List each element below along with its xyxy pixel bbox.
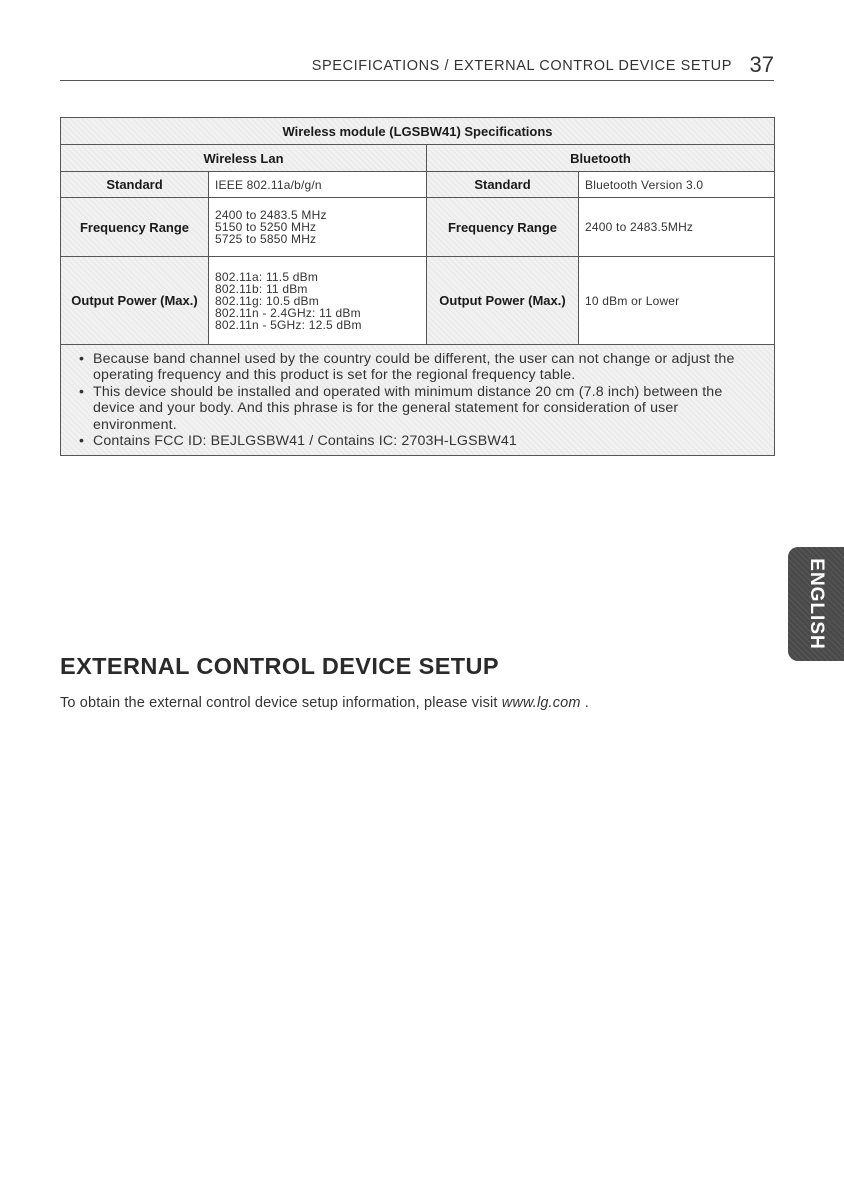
wlan-output-values <box>209 257 427 345</box>
wireless-lan-heading: Wireless Lan <box>61 145 427 172</box>
website-link[interactable]: www.lg.com <box>501 695 581 711</box>
wlan-output-value: 802.11b: 11 dBm <box>215 281 308 296</box>
wlan-standard-label: Standard <box>61 172 209 198</box>
notes-list <box>79 351 764 449</box>
wlan-frequency-label: Frequency Range <box>61 198 209 257</box>
bt-frequency-value: 2400 to 2483.5MHz <box>579 198 775 257</box>
table-title: Wireless module (LGSBW41) Specifications <box>61 118 775 145</box>
wlan-output-value: 802.11n - 2.4GHz: 11 dBm <box>215 305 361 320</box>
specifications-table <box>60 117 775 456</box>
bt-output-value: 10 dBm or Lower <box>579 257 775 345</box>
wlan-frequency-value: 2400 to 2483.5 MHz <box>215 208 327 222</box>
page-header <box>60 54 774 81</box>
bt-standard-label: Standard <box>427 172 579 198</box>
body-prefix: To obtain the external control device setup information, please visit <box>60 695 502 711</box>
bluetooth-heading: Bluetooth <box>427 145 775 172</box>
page-number: 37 <box>749 52 774 77</box>
language-tab <box>788 547 844 661</box>
section-body <box>60 695 589 711</box>
wlan-frequency-values <box>209 198 427 257</box>
header-title: SPECIFICATIONS / EXTERNAL CONTROL DEVICE SETUP <box>311 58 732 74</box>
wlan-output-value: 802.11a: 11.5 dBm <box>215 269 319 284</box>
wlan-frequency-value: 5725 to 5850 MHz <box>215 232 317 246</box>
note-item: • Because band channel used by the country could be different, the user can not change or adjust the operating frequency and this product is set for the regional frequency table. <box>79 351 764 384</box>
section-heading: EXTERNAL CONTROL DEVICE SETUP <box>60 653 500 679</box>
wlan-frequency-value: 5150 to 5250 MHz <box>215 220 317 234</box>
bt-frequency-label: Frequency Range <box>427 198 579 257</box>
note-item: • This device should be installed and operated with minimum distance 20 cm (7.8 inch) between the device and your body. And this phrase is for the general statement for consideration of user environment. <box>79 384 764 433</box>
wlan-output-value: 802.11g: 10.5 dBm <box>215 293 319 308</box>
wlan-output-label: Output Power (Max.) <box>61 257 209 345</box>
language-tab-label: ENGLISH <box>806 558 827 650</box>
notes-cell <box>61 345 775 456</box>
bt-standard-value: Bluetooth Version 3.0 <box>579 172 775 198</box>
body-suffix: . <box>580 695 589 711</box>
note-item: • Contains FCC ID: BEJLGSBW41 / Contains IC: 2703H-LGSBW41 <box>79 433 764 449</box>
wlan-output-value: 802.11n - 5GHz: 12.5 dBm <box>215 317 362 332</box>
bt-output-label: Output Power (Max.) <box>427 257 579 345</box>
wlan-standard-value: IEEE 802.11a/b/g/n <box>209 172 427 198</box>
